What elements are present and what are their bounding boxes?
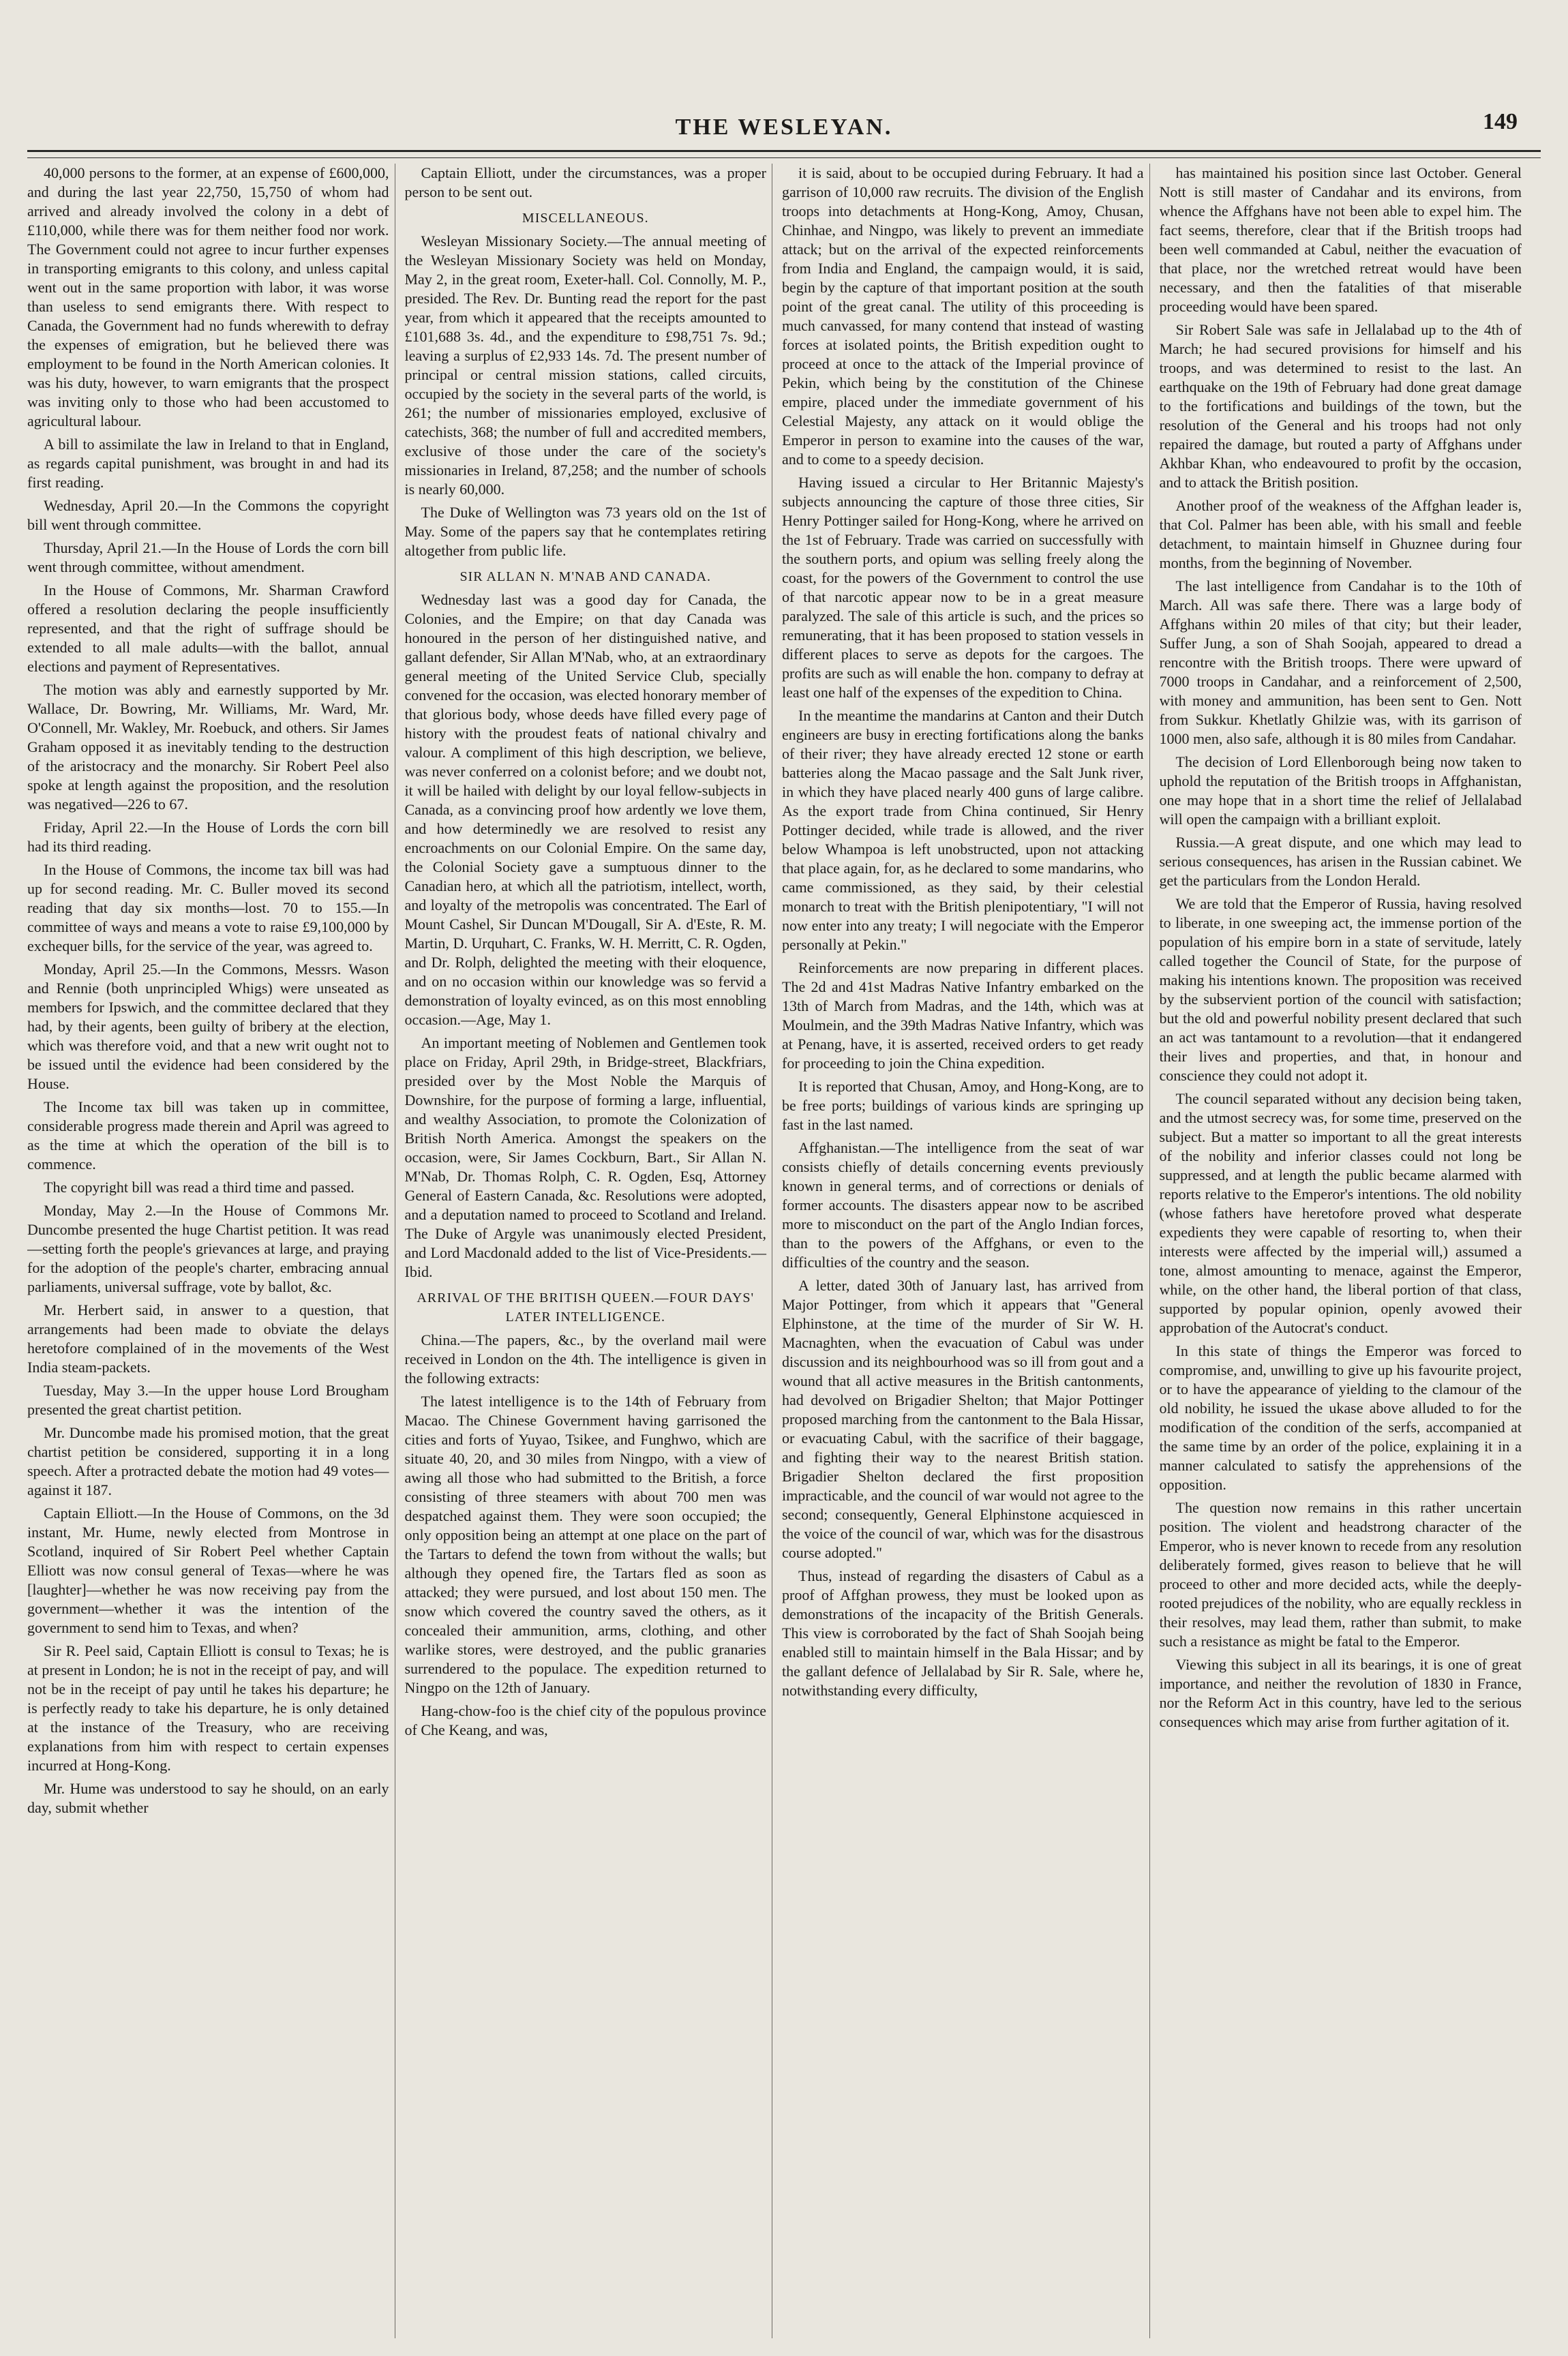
masthead bbox=[0, 0, 1568, 140]
article-paragraph: Captain Elliott, under the circumstances, was a proper person to be sent out. bbox=[404, 164, 766, 200]
article-paragraph: An important meeting of Noblemen and Gentlemen took place on Friday, April 29th, in Bridge-street, Blackfriars, presided over by the Most Noble the Marquis of Downshire, for the purpose of forming a large, influential, and wealthy Association, to promote the Colonization of British North America. Amongst the speakers on the occasion, were, Sir James Cockburn, Bart., Sir Allan N. M'Nab, Dr. Thomas Rolph, C. R. Ogden, Esq, Attorney General of Eastern Canada, &c. Resolutions were adopted, and a deputation named to proceed to Scotland and Ireland. The Duke of Argyle was unanimously elected President, and Lord Macdonald added to the list of Vice-Presidents.—Ibid. bbox=[404, 1034, 766, 1280]
article-paragraph: It is reported that Chusan, Amoy, and Hong-Kong, are to be free ports; buildings of various kinds are springing up fast in the last named. bbox=[782, 1078, 1144, 1133]
article-paragraph: Having issued a circular to Her Britannic Majesty's subjects announcing the capture of those three cities, Sir Henry Pottinger sailed for Hong-Kong, where he arrived on the 1st of February. Trade was carried on successfully with the southern ports, and opium was selling freely along the coast, for the powers of the Government to control the use of that narcotic appear now to be in a great measure paralyzed. The sale of this article is such, and the prices so remunerating, that it has been proposed to station vessels in different places to serve as depots for the cargoes. The profits are such as will enable the hon. company to defray at least one half of the expenses of the expedition to China. bbox=[782, 474, 1144, 701]
article-paragraph: Reinforcements are now preparing in different places. The 2d and 41st Madras Native Infantry embarked on the 13th of March from Madras, and the 14th, which was at Moulmein, and the 39th Madras Native Infantry, which was at Penang, have, it is asserted, received orders to get ready for proceeding to join the China expedition. bbox=[782, 959, 1144, 1072]
article-paragraph: Wesleyan Missionary Society.—The annual meeting of the Wesleyan Missionary Society was held on Monday, May 2, in the great room, Exeter-hall. Col. Connolly, M. P., presided. The Rev. Dr. Bunting read the report for the past year, from which it appeared that the receipts amounted to £101,688 3s. 4d., and the expenditure to £98,751 7s. 9d.; leaving a surplus of £2,933 14s. 7d. The present number of principal or central mission stations, called circuits, occupied by the society in the several parts of the world, is 261; the number of missionaries employed, exclusive of catechists, 368; the number of full and accredited members, exclusive of those under the care of the society's missionaries in Ireland, 87,258; and the number of schools is nearly 60,000. bbox=[404, 232, 766, 498]
article-paragraph: A bill to assimilate the law in Ireland to that in England, as regards capital punishment, was brought in and had its first reading. bbox=[27, 436, 389, 491]
article-paragraph: We are told that the Emperor of Russia, having resolved to liberate, in one sweeping act, the immense portion of the population of his empire born in a state of servitude, lately called together the Council of State, for the purpose of making his intentions known. The proposition was received by the subservient portion of the council with satisfaction; but the old and powerful nobility present declared that such an act was tantamount to a revolution—that it endangered their lives and properties, and that, in honour and conscience they could not adopt it. bbox=[1159, 895, 1522, 1084]
article-paragraph: In this state of things the Emperor was forced to compromise, and, unwilling to give up his favourite project, or to have the appearance of yielding to the clamour of the old nobility, he issued the ukase above alluded to for the modification of the condition of the serfs, accompanied at the same time by an order of the police, explaining it in a manner calculated to satisfy the apprehensions of the opposition. bbox=[1159, 1342, 1522, 1493]
article-paragraph: In the meantime the mandarins at Canton and their Dutch engineers are busy in erecting fortifications along the banks of their river; they have already erected 12 stone or earth batteries along the Macao passage and the Salt Junk river, in which they have placed nearly 400 guns of large calibre. As the export trade from China continued, Sir Henry Pottinger decided, while trade is allowed, and the river below Whampoa is left unobstructed, upon not attacking that place again, for, as he declared to some mandarins, who came commissioned, as they said, by their celestial monarch to treat with the British plenipotentiary, "I will not now enter into any treaty; I will negociate with the Emperor personally at Pekin." bbox=[782, 707, 1144, 953]
article-paragraph: China.—The papers, &c., by the overland mail were received in London on the 4th. The intelligence is given in the following extracts: bbox=[404, 1331, 766, 1387]
article-paragraph: Tuesday, May 3.—In the upper house Lord Brougham presented the great chartist petition. bbox=[27, 1382, 389, 1418]
column-1 bbox=[27, 164, 395, 2338]
article-paragraph: Thursday, April 21.—In the House of Lords the corn bill went through committee, without amendment. bbox=[27, 539, 389, 575]
page-title: THE WESLEYAN. bbox=[675, 115, 893, 140]
section-heading: ARRIVAL OF THE BRITISH QUEEN.—FOUR DAYS' LATER INTELLIGENCE. bbox=[417, 1290, 755, 1325]
section-heading: SIR ALLAN N. M'NAB AND CANADA. bbox=[459, 569, 712, 584]
article-paragraph: Viewing this subject in all its bearings, it is one of great importance, and neither the revolution of 1830 in France, nor the Reform Act in this country, have led to the serious consequences which may arise from further agitation of it. bbox=[1159, 1656, 1522, 1730]
article-paragraph: The copyright bill was read a third time and passed. bbox=[44, 1179, 355, 1196]
article-paragraph: The latest intelligence is to the 14th of February from Macao. The Chinese Government having garrisoned the cities and forts of Yuyao, Tsikee, and Funghwo, which are situate 40, 20, and 30 miles from Ningpo, with a view of awing all those who had submitted to the British, a force consisting of three steamers with about 700 men was despatched against them. They were soon occupied; the only opposition being an attempt at one place on the part of the Tartars to defend the town from without the walls; but although they opened fire, the Tartars fled as soon as attacked; they were pursued, and lost about 150 men. The snow which covered the country saved the others, as it concealed their ammunition, arms, clothing, and other warlike stores, were destroyed, and the public granaries surrendered to the populace. The expedition returned to Ningpo on the 12th of January. bbox=[404, 1393, 766, 1696]
article-paragraph: Another proof of the weakness of the Affghan leader is, that Col. Palmer has been able, with his small and feeble detachment, to maintain himself in Ghuznee during four months, from the beginning of November. bbox=[1159, 497, 1522, 571]
masthead-rule bbox=[27, 150, 1541, 158]
article-paragraph: Monday, April 25.—In the Commons, Messrs. Wason and Rennie (both unprincipled Whigs) were unseated as members for Ipswich, and the committee declared that they had, by their agents, been guilty of bribery at the election, which was therefore void, and that a new writ ought not to be issued until the evidence had been considered by the House. bbox=[27, 961, 389, 1092]
article-paragraph: The question now remains in this rather uncertain position. The violent and headstrong character of the Emperor, who is never known to recede from any resolution deliberately formed, gives reason to believe that he will proceed to other and more decided acts, while the deeply-rooted prejudices of the nobility, who are equally reckless in their resolves, may lead them, rather than submit, to make such a resistance as might be fatal to the Emperor. bbox=[1159, 1499, 1522, 1650]
article-paragraph: Mr. Duncombe made his promised motion, that the great chartist petition be considered, supporting it in a long speech. After a protracted debate the motion had 49 votes—against it 187. bbox=[27, 1424, 389, 1498]
article-paragraph: The Income tax bill was taken up in committee, considerable progress made therein and April was agreed to as the time at which the operation of the bill is to commence. bbox=[27, 1098, 389, 1173]
article-paragraph: Sir Robert Sale was safe in Jellalabad up to the 4th of March; he had secured provisions for himself and his troops, and was determined to resist to the last. An earthquake on the 19th of February had done great damage to the fortifications and buildings of the town, but the resolution of the General and his troops had not only repaired the damage, but routed a party of Affghans under Akhbar Khan, who endeavoured to profit by the occasion, and to attack the British position. bbox=[1159, 321, 1522, 491]
article-paragraph: A letter, dated 30th of January last, has arrived from Major Pottinger, from which it appears that "General Elphinstone, at the time of the murder of Sir W. H. Macnaghten, when the evacuation of Cabul was under discussion and its neighbourhood was so ill from gout and a wound that all active measures in the British cantonments, had devolved on Brigadier Shelton; that Major Pottinger proposed marching from the cantonment to the Bala Hissar, or evacuating Cabul, with the sacrifice of their baggage, and fighting their way to the nearest British station. Brigadier Shelton declared the first proposition impracticable, and the council of war would not agree to the second; consequently, General Elphinstone acquiesced in the voice of the council of war, which was for the disastrous course adopted." bbox=[782, 1277, 1144, 1561]
article-paragraph: The Duke of Wellington was 73 years old on the 1st of May. Some of the papers say that he contemplates retiring altogether from public life. bbox=[404, 504, 766, 559]
article-paragraph: Monday, May 2.—In the House of Commons Mr. Duncombe presented the huge Chartist petition. It was read—setting forth the people's grievances at large, and praying for the adoption of the people's charter, embracing annual parliaments, universal suffrage, vote by ballot, &c. bbox=[27, 1202, 389, 1295]
article-paragraph: In the House of Commons, Mr. Sharman Crawford offered a resolution declaring the people insufficiently represented, and that the right of suffrage should be extended to all male adults—with the ballot, annual elections and payment of Representatives. bbox=[27, 582, 389, 675]
article-paragraph: Wednesday last was a good day for Canada, the Colonies, and the Empire; on that day Canada was honoured in the person of her distinguished native, and gallant defender, Sir Allan M'Nab, who, at an extraordinary general meeting of the United Service Club, specially convened for the occasion, was elected honorary member of that glorious body, whose deeds have filled every page of history with the proudest feats of national chivalry and valour. A compliment of this high description, we believe, was never conferred on a colonist before; and we doubt not, it will be hailed with delight by our loyal fellow-subjects in Canada, as a convincing proof how ardently we love them, and how determinedly we are resolved to resist any encroachments on our Colonial Empire. On the same day, the Colonial Society gave a sumptuous dinner to the Canadian hero, at which all the patriotism, intellect, worth, and loyalty of the metropolis was concentrated. The Earl of Mount Cashel, Sir Duncan M'Dougall, Sir A. d'Este, R. M. Martin, D. Urquhart, C. Franks, W. H. Merritt, C. R. Ogden, and Dr. Rolph, delighted the meeting with their eloquence, and on no occasion within our knowledge was so fervid a demonstration of loyalty evinced, as on this most ennobling occasion.—Age, May 1. bbox=[404, 591, 766, 1028]
column-3 bbox=[782, 164, 1150, 2338]
article-paragraph: has maintained his position since last October. General Nott is still master of Candahar and its environs, from whence the Affghans have not been able to expel him. The fact seems, therefore, clear that if the British troops had been well commanded at Cabul, neither the evacuation of that place, nor the wretched retreat would have been necessary, and then the fatalities of that miserable proceeding would have been spared. bbox=[1159, 164, 1522, 315]
article-paragraph: Russia.—A great dispute, and one which may lead to serious consequences, has arisen in the Russian cabinet. We get the particulars from the London Herald. bbox=[1159, 834, 1522, 889]
article-paragraph: Affghanistan.—The intelligence from the seat of war consists chiefly of details concerning events previously known in general terms, and of corrections or denials of former accounts. The disasters appear now to be ascribed more to misconduct on the part of the Anglo Indian forces, than to the powers of the Affghans, or even to the difficulties of the country and the season. bbox=[782, 1139, 1144, 1271]
article-paragraph: The council separated without any decision being taken, and the utmost secrecy was, for some time, preserved on the subject. But a matter so important to all the great interests of the nobility and inferior classes could not long be suppressed, and at length the public became alarmed with reports relative to the Emperor's intentions. The old nobility (whose fathers have heretofore proved what desperate expedients they were capable of resorting to, when their interests were affected by the imperial will,) assumed a tone, almost amounting to menace, against the Emperor, while, on the other hand, the liberal portion of that class, supported by popular opinion, openly avowed their approbation of the Autocrat's conduct. bbox=[1159, 1090, 1522, 1336]
article-paragraph: The last intelligence from Candahar is to the 10th of March. All was safe there. There was a large body of Affghans within 20 miles of that city; but their leader, Suffer Jung, a son of Shah Soojah, appeared to dread a rencontre with the British troops. There were upward of 7000 troops in Candahar, and a reinforcement of 2,500, with money and ammunition, has been sent to Gen. Nott from Sukkur. Khetlatly Ghilzie was, with its garrison of 1000 men, also safe, although it is 80 miles from Candahar. bbox=[1159, 577, 1522, 747]
article-paragraph: Hang-chow-foo is the chief city of the populous province of Che Keang, and was, bbox=[404, 1702, 766, 1738]
article-paragraph: Thus, instead of regarding the disasters of Cabul as a proof of Affghan prowess, they must be looked upon as demonstrations of the incapacity of the British Generals. This view is corroborated by the fact of Shah Soojah being enabled still to maintain himself in the Bala Hissar; and by the gallant defence of Jellalabad by Sir R. Sale, where he, notwithstanding every difficulty, bbox=[782, 1567, 1144, 1699]
page-number: 149 bbox=[1483, 109, 1518, 134]
text-columns bbox=[27, 164, 1527, 2338]
article-paragraph: Wednesday, April 20.—In the Commons the copyright bill went through committee. bbox=[27, 497, 389, 533]
article-paragraph: Friday, April 22.—In the House of Lords the corn bill had its third reading. bbox=[27, 819, 389, 855]
article-paragraph: The motion was ably and earnestly supported by Mr. Wallace, Dr. Bowring, Mr. Williams, Mr. Ward, Mr. O'Connell, Mr. Wakley, Mr. Roebuck, and others. Sir James Graham opposed it as inevitably tending to the destruction of the aristocracy and the monarchy. Sir Robert Peel also spoke at length against the proposition, and the resolution was negatived—226 to 67. bbox=[27, 681, 389, 813]
article-paragraph: In the House of Commons, the income tax bill was had up for second reading. Mr. C. Buller moved its second reading that day six months—lost. 70 to 155.—In committee of ways and means a vote to raise £9,100,000 by exchequer bills, for the service of the year, was agreed to. bbox=[27, 861, 389, 954]
article-paragraph: Sir R. Peel said, Captain Elliott is consul to Texas; he is at present in London; he is not in the receipt of pay, and will not be in the receipt of pay until he takes his departure; he is perfectly ready to take his departure, he is only detained at the instance of the Treasury, who are receiving explanations from him with respect to certain expenses incurred at Hong-Kong. bbox=[27, 1642, 389, 1774]
article-paragraph: Mr. Herbert said, in answer to a question, that arrangements had been made to obviate the delays heretofore complained of in the movements of the West India steam-packets. bbox=[27, 1301, 389, 1376]
section-heading: MISCELLANEOUS. bbox=[522, 211, 649, 226]
article-paragraph: it is said, about to be occupied during February. It had a garrison of 10,000 raw recruits. The division of the English troops into detachments at Hong-Kong, Amoy, Chusan, Chinhae, and Ningpo, was likely to prevent an immediate attack; but on the arrival of the expected reinforcements from India and England, the campaign would, it is said, begin by the capture of that important position at the south point of the great canal. The utility of this proceeding is much canvassed, for many contend that instead of wasting forces at isolated points, the British expedition ought to proceed at once to the attack of the Imperial province of Pekin, which being by the constitution of the Chinese empire, placed under the immediate government of his Celestial Majesty, any attack on it would oblige the Emperor in person to examine into the causes of the war, and to come to a speedy decision. bbox=[782, 164, 1144, 468]
article-paragraph: 40,000 persons to the former, at an expense of £600,000, and during the last year 22,750, 15,750 of whom had arrived and already involved the colony in a debt of £110,000, while there was for them neither food nor work. The Government could not agree to incur further expenses in transporting emigrants to this colony, and unless capital went out in the same proportion with labor, it was worse than useless to send emigrants there. With respect to Canada, the Government had no funds wherewith to defray the expenses of emigration, but he believed there was employment to be found in the North American colonies. It was his duty, however, to warn emigrants that the prospect was inviting only to those who had been accustomed to agricultural labour. bbox=[27, 164, 389, 429]
column-4 bbox=[1160, 164, 1528, 2338]
column-2 bbox=[405, 164, 773, 2338]
article-paragraph: Mr. Hume was understood to say he should, on an early day, submit whether bbox=[27, 1780, 389, 1816]
article-paragraph: The decision of Lord Ellenborough being now taken to uphold the reputation of the British troops in Affghanistan, one may hope that in a short time the relief of Jellalabad will open the campaign with a brilliant exploit. bbox=[1159, 753, 1522, 828]
article-paragraph: Captain Elliott.—In the House of Commons, on the 3d instant, Mr. Hume, newly elected from Montrose in Scotland, inquired of Sir Robert Peel whether Captain Elliott was now consul general of Texas—where he was [laughter]—whether he was now receiving pay from the government—whether it was the intention of the government to send him to Texas, and when? bbox=[27, 1505, 389, 1636]
